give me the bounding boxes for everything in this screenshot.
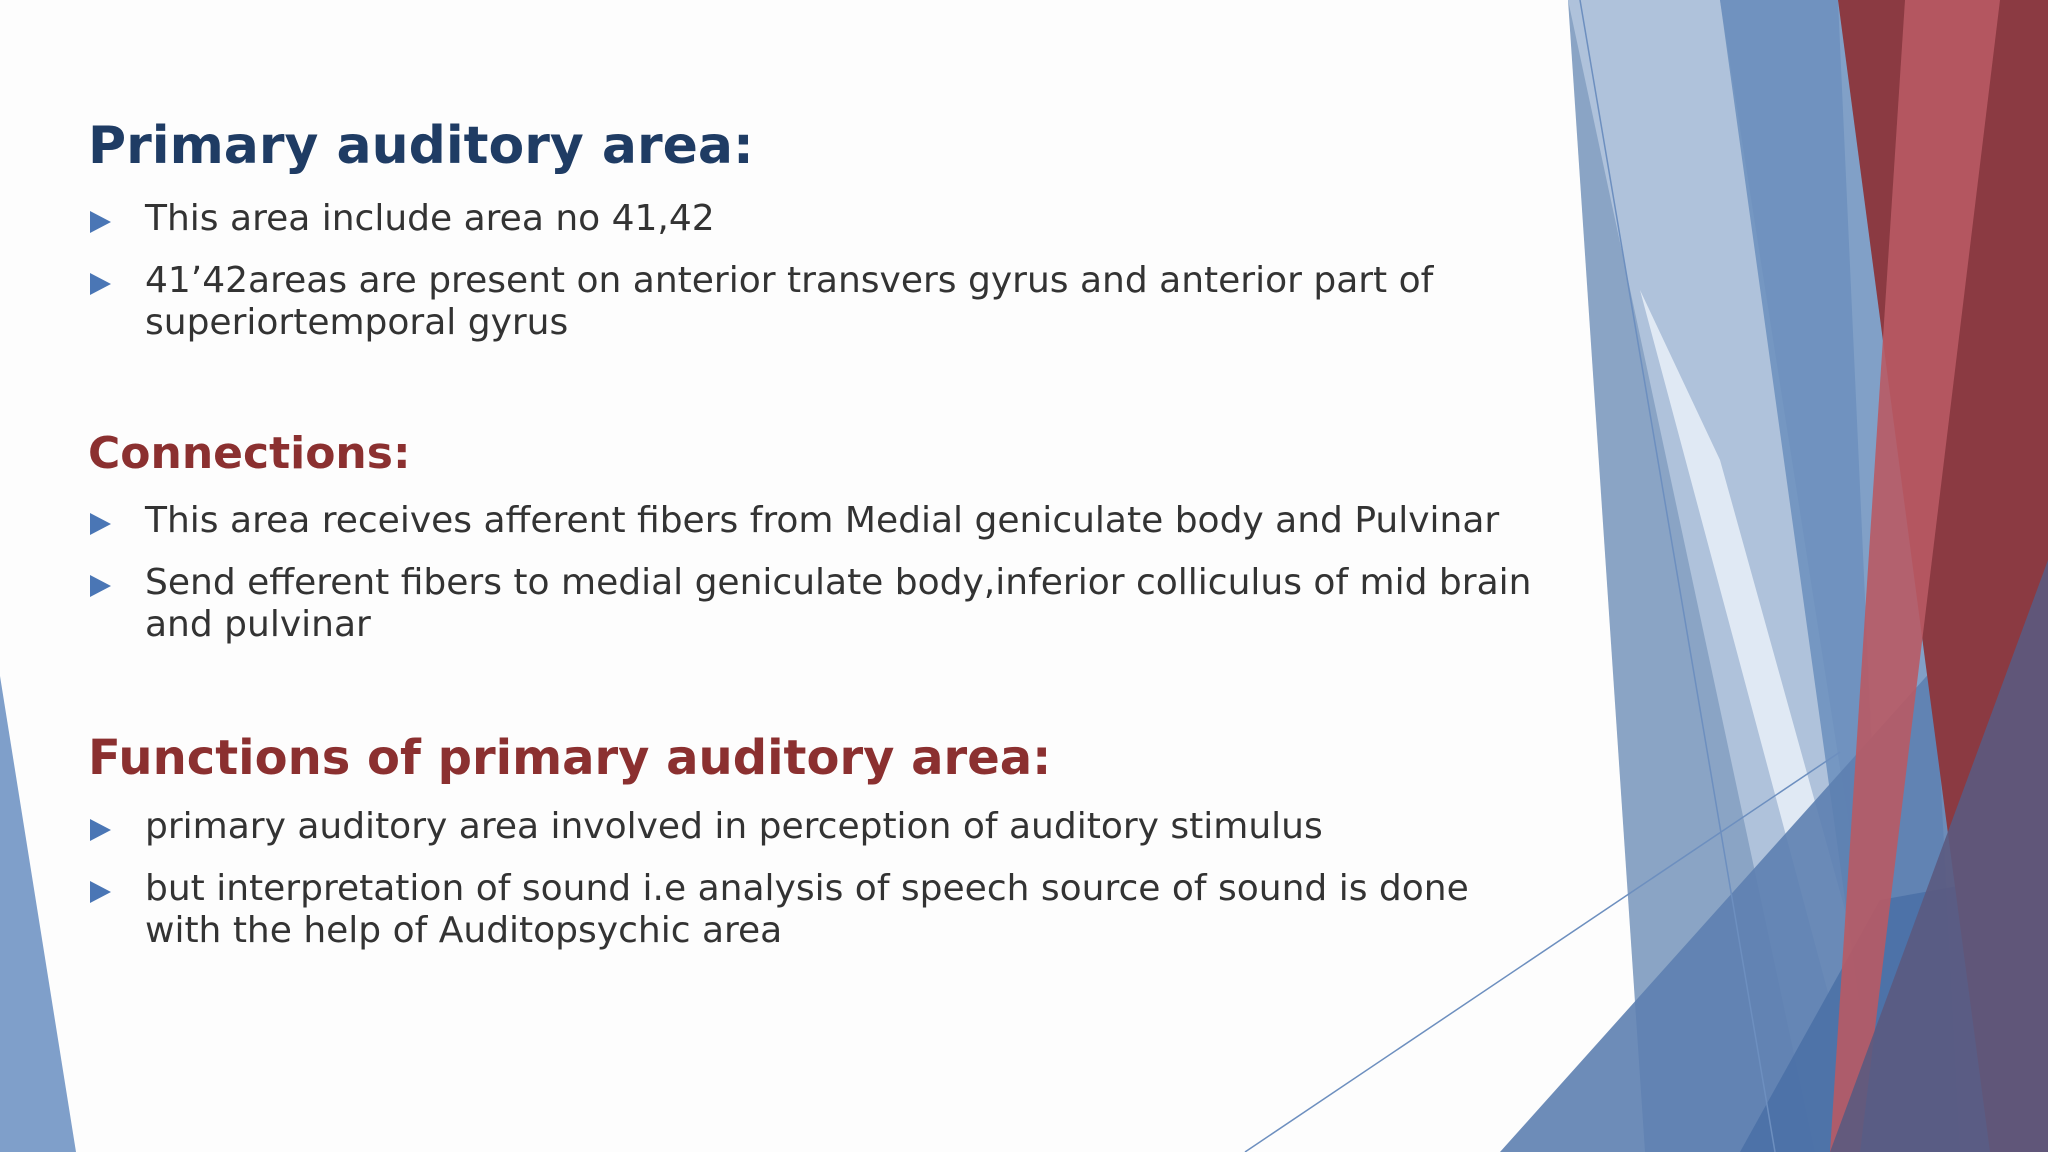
bullet-text: 41’42areas are present on anterior transvers gyrus and anterior part of superiortemporal gyrus (145, 260, 1434, 343)
heading-connections: Connections: (88, 428, 411, 479)
heading-primary-auditory-area: Primary auditory area: (88, 116, 754, 176)
triangle-right-icon (90, 575, 111, 597)
bullet-item (88, 562, 1548, 646)
connections-bullet-list (88, 500, 1548, 666)
bullet-text: This area receives afferent fibers from Medial geniculate body and Pulvinar (145, 500, 1500, 541)
triangle-right-icon (90, 513, 111, 535)
triangle-right-icon (90, 273, 111, 295)
heading-functions: Functions of primary auditory area: (88, 730, 1052, 786)
bullet-item (88, 198, 1548, 240)
triangle-right-icon (90, 881, 111, 903)
bullet-text: primary auditory area involved in perception of auditory stimulus (145, 806, 1323, 847)
bullet-text: This area include area no 41,42 (145, 198, 715, 239)
bullet-item (88, 500, 1548, 542)
bullet-item (88, 868, 1548, 952)
bullet-text: but interpretation of sound i.e analysis of speech source of sound is done with the help of Auditopsychic area (145, 868, 1469, 951)
primary-area-bullet-list (88, 198, 1548, 364)
bullet-item (88, 260, 1548, 344)
bullet-text: Send efferent fibers to medial geniculate body,inferior colliculus of mid brain and pulvinar (145, 562, 1532, 645)
left-blue-sliver (0, 676, 76, 1152)
functions-bullet-list (88, 806, 1548, 972)
triangle-right-icon (90, 211, 111, 233)
bullet-item (88, 806, 1548, 848)
triangle-right-icon (90, 819, 111, 841)
